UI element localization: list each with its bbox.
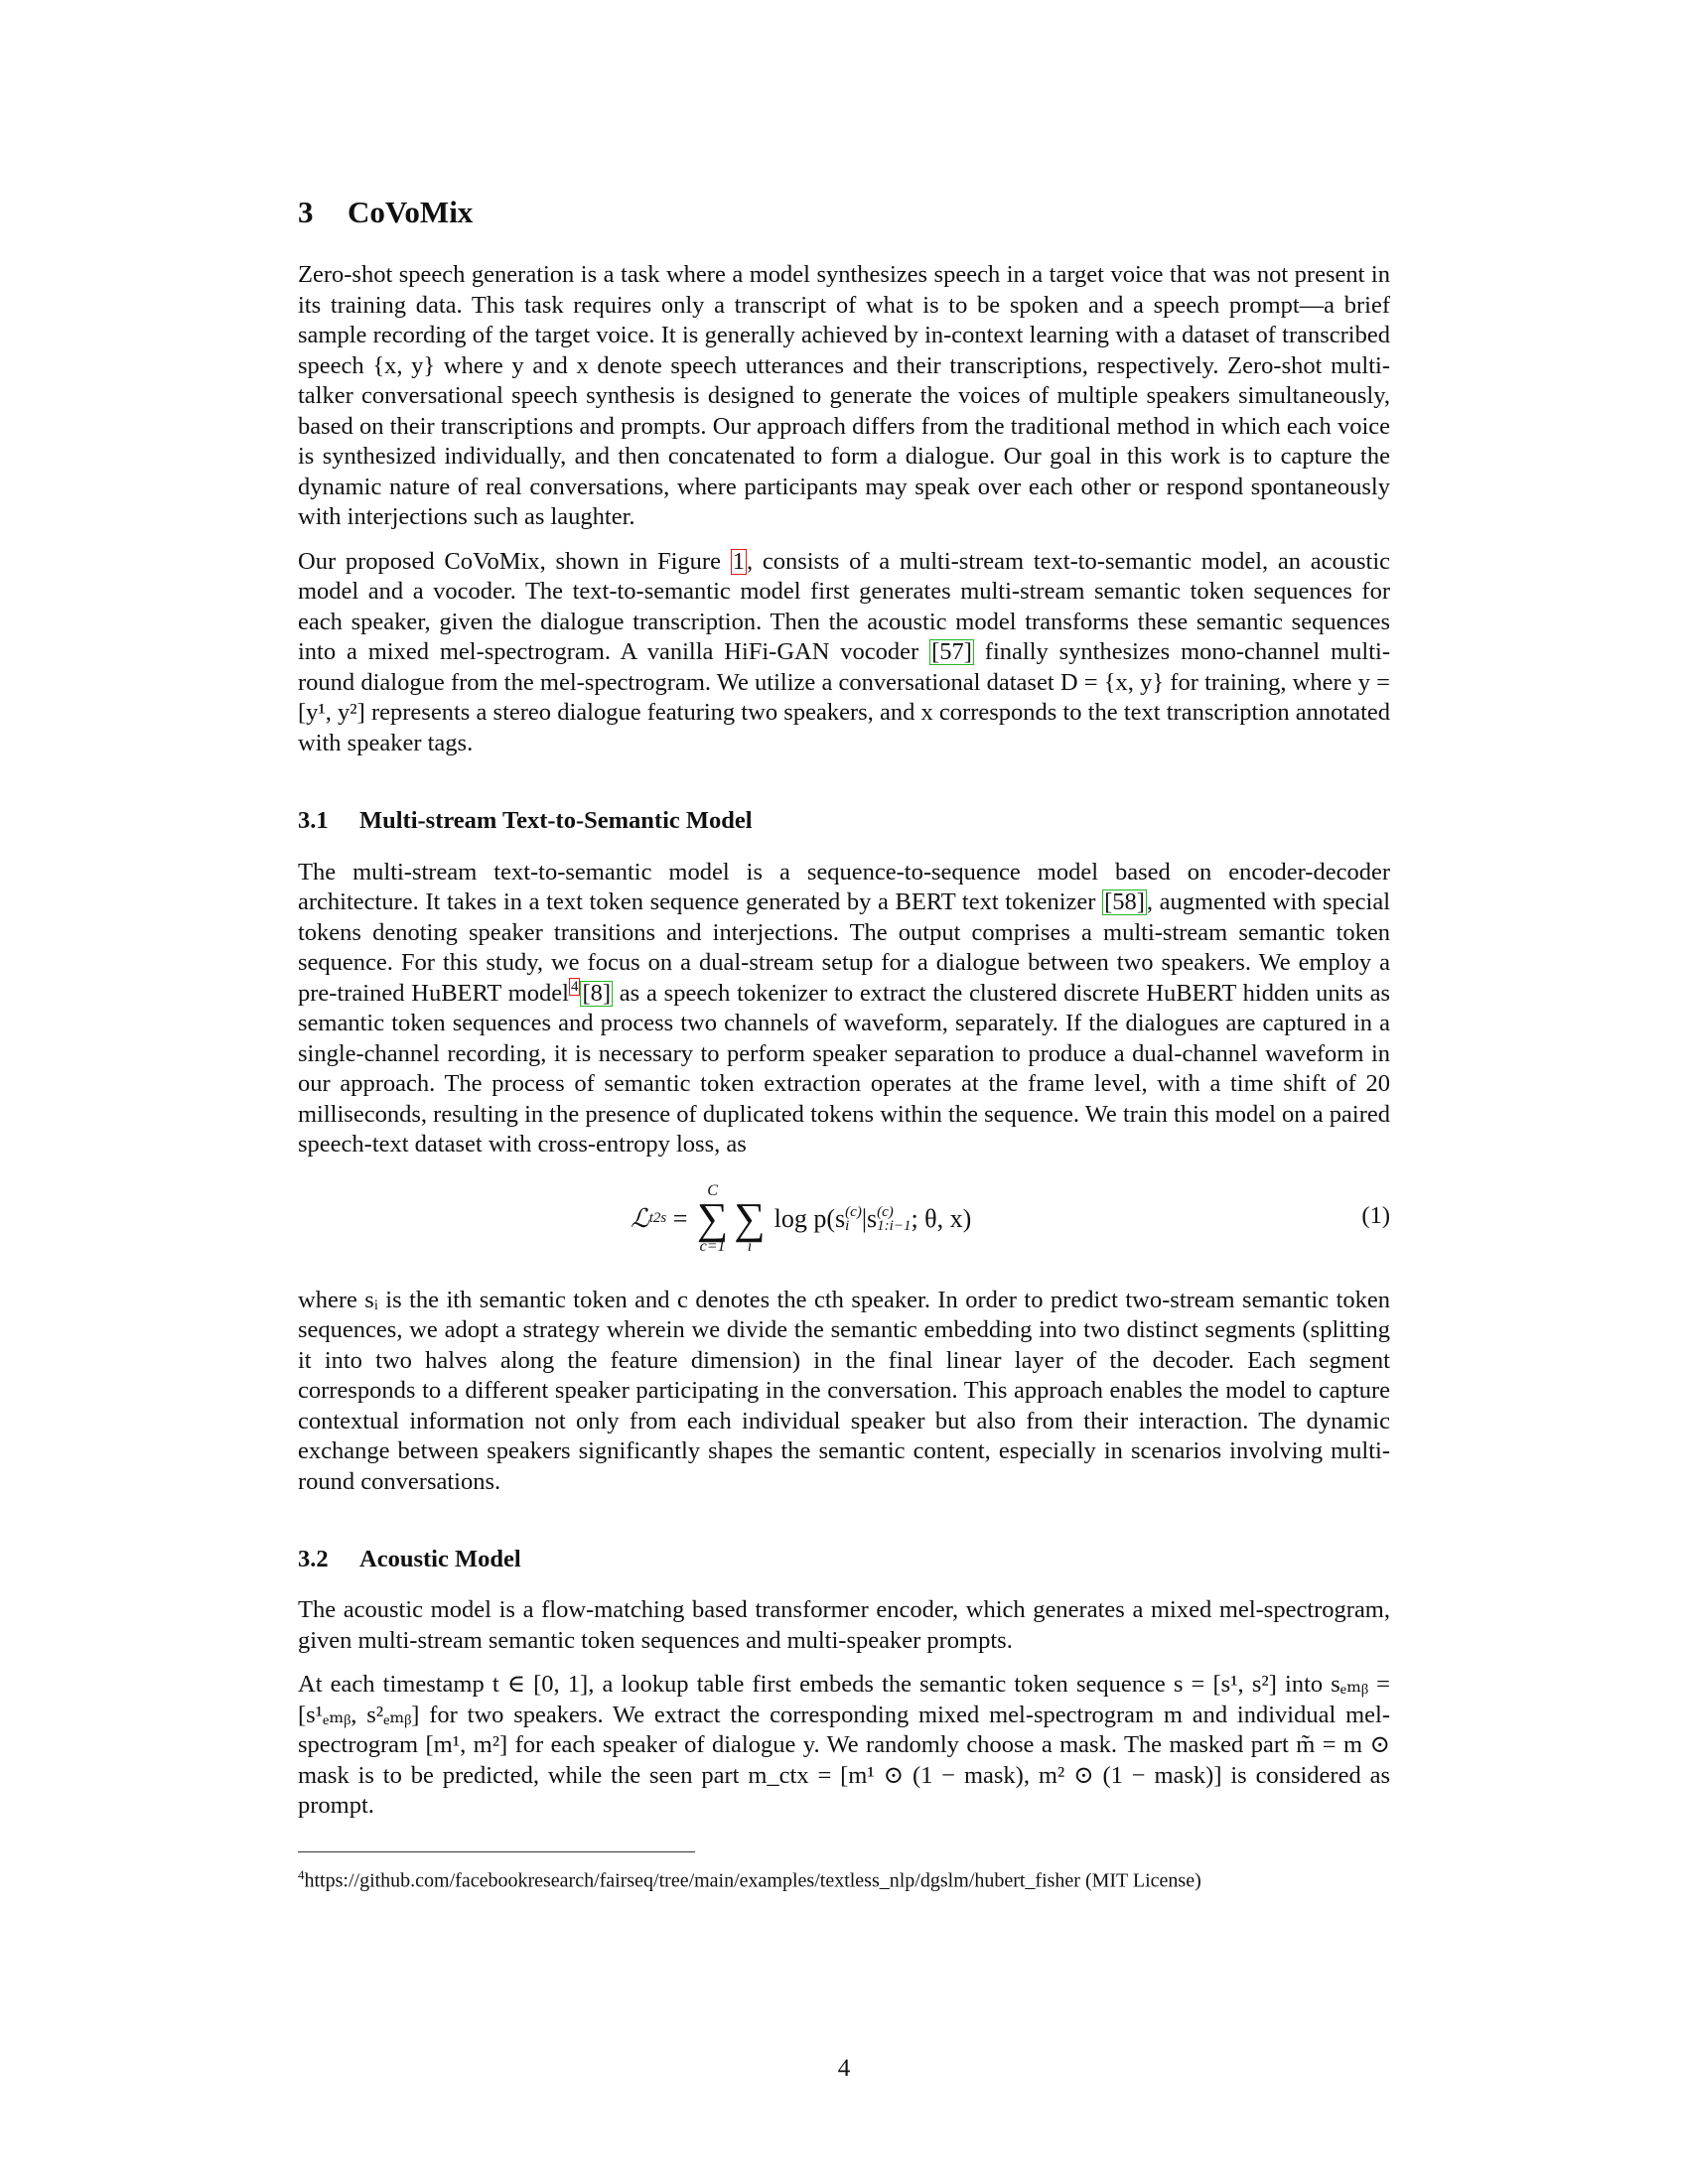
subsection-title: Multi-stream Text-to-Semantic Model [359, 807, 753, 835]
text-run: , augmented with special tokens denoting speaker transitions and interjections. The output comprises a multi-stream semantic token sequence. For this study, we focus on a dual-stream setup for a dialogue between two speakers. We employ a pre-trained HuBERT model [298, 888, 1390, 1007]
sum-lower-limit: i [747, 1237, 753, 1255]
footnote [298, 1862, 1390, 1894]
speaker-superscript: (c) [877, 1203, 894, 1220]
equation-tail: ; θ, x) [911, 1203, 972, 1233]
sigma-icon: ∑ [734, 1193, 766, 1243]
section-heading [298, 194, 1390, 230]
paragraph-overview [298, 547, 1390, 759]
sum-upper-limit: C [707, 1181, 718, 1199]
subsection-number: 3.1 [298, 807, 329, 835]
footnote-text[interactable]: https://github.com/facebookresearch/fairseq/tree/main/examples/textless_nlp/dgslm/hubert_fisher (MIT License) [304, 1869, 1201, 1892]
equation-conditional: |s [861, 1203, 878, 1233]
range-subscript: 1:i−1 [877, 1217, 912, 1234]
citation-link[interactable]: [57] [931, 638, 972, 666]
equation-1 [298, 1174, 1390, 1264]
paragraph-two-stream: where sᵢ is the ith semantic token and c denotes the cth speaker. In order to predict two-stream semantic token sequences, we adopt a strategy wherein we divide the semantic embedding into two distinct segments (splitting it into two halves along the feature dimension) in the final linear layer of the decoder. Each segment corresponds to a different speaker participating in the conversation. This approach enables the model to capture contextual information not only from each individual speaker but also from their interaction. The dynamic exchange between speakers significantly shapes the semantic content, especially in scenarios involving multi-round conversations. [298, 1286, 1390, 1495]
text-run: finally synthesizes mono-channel multi-round dialogue from the mel-spectrogram. We utilize a conversational dataset D = {x, y} for training, where y = [y¹, y²] represents a stereo dialogue featuring two speakers, and x corresponds to the text transcription annotated with speaker tags. [298, 638, 1391, 756]
paragraph-t2s [298, 858, 1390, 1160]
index-subscript: i [845, 1217, 850, 1234]
speaker-superscript: (c) [845, 1203, 862, 1220]
page-content [298, 194, 1390, 1894]
sum-over-speakers [697, 1183, 728, 1255]
sym-stack [845, 1205, 862, 1233]
equation-body [631, 1174, 971, 1264]
equation-number: (1) [1361, 1201, 1390, 1229]
figure-link[interactable]: 1 [732, 547, 745, 575]
subsection-title: Acoustic Model [359, 1546, 521, 1573]
footnote-link[interactable]: 4 [570, 979, 579, 996]
equation-log-term: log p(s [774, 1203, 846, 1233]
citation-link[interactable]: [8] [582, 979, 612, 1007]
text-run: The multi-stream text-to-semantic model is a sequence-to-sequence model based on encoder-decoder architecture. It takes in a text token sequence generated by a BERT text tokenizer [298, 858, 1390, 916]
sym-stack [877, 1205, 911, 1233]
subsection-heading-3-1 [298, 806, 1390, 835]
sigma-icon: ∑ [696, 1193, 729, 1243]
page-number: 4 [837, 2055, 851, 2082]
equals-sign: = [666, 1203, 694, 1233]
subsection-number: 3.2 [298, 1546, 329, 1573]
paragraph-intro: Zero-shot speech generation is a task where a model synthesizes speech in a target voice that was not present in its training data. This task requires only a transcript of what is to be spoken and a speech prompt—a brief sample recording of the target voice. It is generally achieved by in-context learning with a dataset of transcribed speech {x, y} where y and x denote speech utterances and their transcriptions, respectively. Zero-shot multi-talker conversational speech synthesis is designed to generate the voices of multiple speakers simultaneously, based on their transcriptions and prompts. Our approach differs from the traditional method in which each voice is synthesized individually, and then concatenated to form a dialogue. Our goal in this work is to capture the dynamic nature of real conversations, where participants may speak over each other or respond spontaneously with interjections such as laughter. [298, 261, 1390, 531]
footnote-mark: 4 [298, 1866, 305, 1882]
text-run: Our proposed CoVoMix, shown in Figure [298, 547, 731, 575]
citation-link[interactable]: [58] [1104, 888, 1145, 916]
text-run: as a speech tokenizer to extract the clustered discrete HuBERT hidden units as semantic token sequences and process two channels of waveform, separately. If the dialogues are captured in a single-channel recording, it is necessary to perform speaker separation to produce a dual-channel waveform in our approach. The process of semantic token extraction operates at the frame level, with a time shift of 20 milliseconds, resulting in the presence of duplicated tokens within the sequence. We train this model on a paired speech-text dataset with cross-entropy loss, as [298, 979, 1391, 1159]
sum-lower-limit: c=1 [699, 1237, 726, 1255]
footnote-divider [298, 1851, 695, 1852]
sum-over-tokens [734, 1183, 765, 1255]
loss-subscript: t2s [648, 1210, 667, 1227]
paragraph-acoustic: The acoustic model is a flow-matching based transformer encoder, which generates a mixed mel-spectrogram, given multi-stream semantic token sequences and multi-speaker prompts. [298, 1596, 1390, 1654]
subsection-heading-3-2 [298, 1545, 1390, 1573]
section-title: CoVoMix [348, 195, 474, 229]
paragraph-timestamp: At each timestamp t ∈ [0, 1], a lookup table first embeds the semantic token sequence s = [s¹, s²] into sₑₘᵦ = [s¹ₑₘᵦ, s²ₑₘᵦ] for two speakers. We extract the corresponding mixed mel-spectrogram m and individual mel-spectrogram [m¹, m²] for each speaker of dialogue y. We randomly choose a mask. The masked part m̃ = m ⊙ mask is to be predicted, while the seen part m_ctx = [m¹ ⊙ (1 − mask), m² ⊙ (1 − mask)] is considered as prompt. [298, 1671, 1390, 1820]
text-run: , consists of a multi-stream text-to-semantic model, an acoustic model and a vocoder. The text-to-semantic model first generates multi-stream semantic token sequences for each speaker, given the dialogue transcription. Then the acoustic model transforms these semantic sequences into a mixed mel-spectrogram. A vanilla HiFi-GAN vocoder [298, 547, 1391, 666]
loss-symbol: ℒ [631, 1203, 649, 1233]
section-number: 3 [298, 195, 314, 229]
